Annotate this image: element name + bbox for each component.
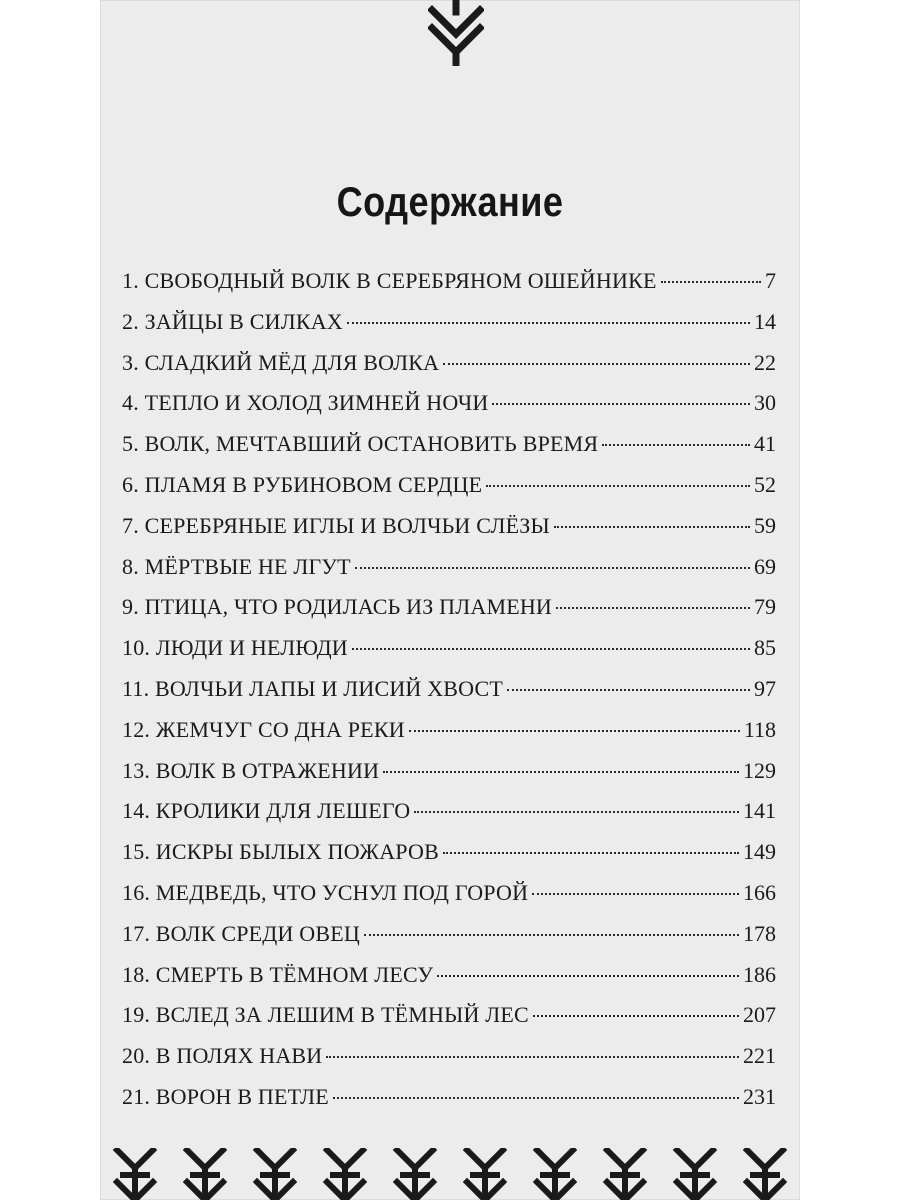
toc-entry [122,798,776,839]
toc-entry-page-number: 85 [754,635,776,661]
toc-entry-page-number: 41 [754,431,776,457]
dot-leader [533,1015,739,1017]
toc-entry [122,962,776,1003]
toc-entry-title: 17. ВОЛК СРЕДИ ОВЕЦ [122,920,360,946]
book-page [100,0,800,1200]
toc-entry-title: 15. ИСКРЫ БЫЛЫХ ПОЖАРОВ [122,839,439,865]
toc-entry [122,676,776,717]
toc-entry [122,1002,776,1043]
toc-entry [122,554,776,595]
toc-entry [122,921,776,962]
toc-entry [122,1084,776,1125]
toc-entry-title: 1. СВОБОДНЫЙ ВОЛК В СЕРЕБРЯНОМ ОШЕЙНИКЕ [122,268,657,293]
toc-entry-title: 12. ЖЕМЧУГ СО ДНА РЕКИ [122,716,405,742]
toc-entry [122,513,776,554]
folk-ornament-icon [428,0,484,66]
dot-leader [554,526,750,528]
toc-entry-page-number: 129 [743,757,776,783]
toc-entry [122,1043,776,1084]
dot-leader [602,444,750,446]
toc-entry-title: 19. ВСЛЕД ЗА ЛЕШИМ В ТЁМНЫЙ ЛЕС [122,1002,529,1028]
toc-entry-title: 7. СЕРЕБРЯНЫЕ ИГЛЫ И ВОЛЧЬИ СЛЁЗЫ [122,512,550,538]
toc-entry-title: 21. ВОРОН В ПЕТЛЕ [122,1083,329,1109]
toc-entry-page-number: 118 [743,716,776,742]
toc-entry-title: 6. ПЛАМЯ В РУБИНОВОМ СЕРДЦЕ [122,471,483,497]
toc-entry-page-number: 52 [754,471,776,497]
toc-entry-title: 3. СЛАДКИЙ МЁД ДЛЯ ВОЛКА [122,349,440,375]
ornament-motif [607,1150,643,1200]
ornament-motif [467,1150,503,1200]
dot-leader [333,1097,739,1099]
toc-entry-page-number: 166 [743,879,776,905]
toc-entry [122,309,776,350]
toc-entry-title: 11. ВОЛЧЬИ ЛАПЫ И ЛИСИЙ ХВОСТ [122,675,504,701]
toc-entry-title: 5. ВОЛК, МЕЧТАВШИЙ ОСТАНОВИТЬ ВРЕМЯ [122,431,599,457]
dot-leader [443,363,750,365]
dot-leader [326,1056,739,1058]
ornament-motif [327,1150,363,1200]
toc-entry [122,594,776,635]
toc-entry [122,268,776,309]
toc-entry [122,758,776,799]
dot-leader [486,485,750,487]
ornament-motif [747,1150,783,1200]
toc-entry-page-number: 231 [743,1083,776,1109]
toc-entry-title: 4. ТЕПЛО И ХОЛОД ЗИМНЕЙ НОЧИ [122,390,489,416]
dot-leader [556,607,750,609]
toc-entry-title: 2. ЗАЙЦЫ В СИЛКАХ [122,308,343,334]
table-of-contents [122,268,776,1125]
dot-leader [364,934,739,936]
toc-entry-page-number: 97 [754,675,776,701]
toc-entry [122,880,776,921]
dot-leader [437,975,739,977]
toc-entry-title: 8. МЁРТВЫЕ НЕ ЛГУТ [122,553,351,579]
toc-entry-page-number: 207 [743,1002,776,1028]
dot-leader [507,689,750,691]
toc-entry-page-number: 149 [743,839,776,865]
ornament-motif [677,1150,713,1200]
toc-entry-title: 16. МЕДВЕДЬ, ЧТО УСНУЛ ПОД ГОРОЙ [122,879,529,905]
toc-entry [122,717,776,758]
dot-leader [352,648,750,650]
toc-entry-page-number: 178 [743,920,776,946]
dot-leader [409,730,740,732]
toc-entry-page-number: 141 [743,798,776,824]
dot-leader [443,852,739,854]
dot-leader [355,567,750,569]
toc-entry-page-number: 79 [754,594,776,620]
toc-entry [122,472,776,513]
toc-entry-page-number: 59 [754,512,776,538]
dot-leader [532,893,739,895]
dot-leader [414,811,739,813]
toc-entry-title: 14. КРОЛИКИ ДЛЯ ЛЕШЕГО [122,798,411,824]
dot-leader [492,403,750,405]
toc-entry-page-number: 69 [754,553,776,579]
ornament-motif [397,1150,433,1200]
toc-entry-title: 10. ЛЮДИ И НЕЛЮДИ [122,635,348,661]
ornament-motif [257,1150,293,1200]
folk-border-ornament-icon [100,1148,800,1200]
toc-entry [122,431,776,472]
toc-entry-title: 9. ПТИЦА, ЧТО РОДИЛАСЬ ИЗ ПЛАМЕНИ [122,594,553,620]
toc-entry-page-number: 7 [765,268,776,293]
toc-entry-page-number: 30 [754,390,776,416]
toc-entry [122,350,776,391]
toc-entry-title: 20. В ПОЛЯХ НАВИ [122,1043,323,1069]
toc-entry-page-number: 22 [754,349,776,375]
dot-leader [347,322,750,324]
toc-entry-title: 18. СМЕРТЬ В ТЁМНОМ ЛЕСУ [122,961,434,987]
toc-entry-page-number: 186 [743,961,776,987]
ornament-motif [117,1150,153,1200]
toc-entry [122,635,776,676]
toc-entry-page-number: 221 [743,1043,776,1069]
ornament-motif [537,1150,573,1200]
dot-leader [661,281,761,283]
ornament-motif [187,1150,223,1200]
toc-entry-page-number: 14 [754,308,776,334]
dot-leader [383,771,739,773]
toc-entry-title: 13. ВОЛК В ОТРАЖЕНИИ [122,757,380,783]
toc-entry [122,839,776,880]
page-title: Содержание [336,178,564,225]
toc-entry [122,390,776,431]
